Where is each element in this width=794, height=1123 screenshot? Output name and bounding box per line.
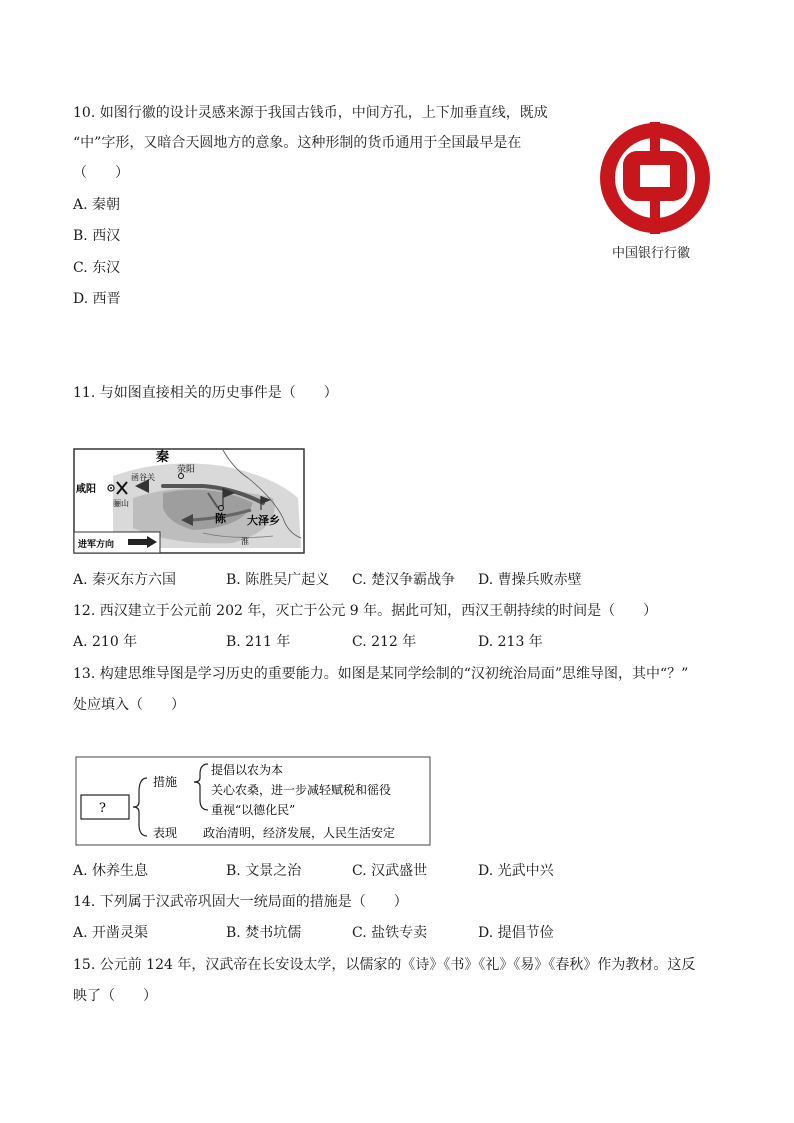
logo-caption: 中国银行行徽	[612, 246, 691, 261]
q14-option-b: B. 焚书坑儒	[226, 925, 302, 941]
q14-option-d: D. 提倡节俭	[478, 925, 554, 941]
q15-stem-line2: 映了（ ）	[73, 988, 157, 1004]
q14-option-a: A. 开凿灵渠	[73, 925, 149, 941]
mind-map-center: ?	[99, 801, 106, 816]
map-label-huai: 淮	[241, 537, 249, 546]
mind-map-branch-measures: 措施	[153, 775, 178, 789]
mind-map-branch-result: 表现	[153, 826, 178, 840]
mind-map-item-1: 提倡以农为本	[211, 763, 284, 777]
q10-option-a: A. 秦朝	[73, 197, 121, 213]
bank-of-china-logo	[590, 122, 720, 234]
q12-stem: 12. 西汉建立于公元前 202 年，灭亡于公元 9 年。据此可知，西汉王朝持续的时间是（ ）	[73, 603, 658, 619]
q15-stem-line1: 15. 公元前 124 年，汉武帝在长安设太学，以儒家的《诗》《书》《礼》《易》《春秋》作为教材。这反	[73, 957, 696, 973]
q13-stem-line1: 13. 构建思维导图是学习历史的重要能力。如图是某同学绘制的“汉初统治局面”思维导图，其中“？”	[73, 666, 689, 682]
q11-option-c: C. 楚汉争霸战争	[352, 572, 456, 588]
mind-map-item-3: 重视“以德化民”	[211, 803, 296, 817]
mind-map-item-2: 关心农桑，进一步减轻赋税和徭役	[211, 783, 392, 797]
q13-stem-line2: 处应填入（ ）	[73, 697, 185, 713]
map-label-lishan: 骊山	[113, 499, 129, 508]
q10-stem-line1: 10. 如图行徽的设计灵感来源于我国古钱币，中间方孔，上下加垂直线，既成	[73, 105, 548, 121]
q11-option-b: B. 陈胜吴广起义	[226, 572, 330, 588]
qin-uprising-map	[73, 448, 305, 554]
q12-option-d: D. 213 年	[478, 634, 543, 650]
mind-map-result: 政治清明，经济发展，人民生活安定	[203, 826, 396, 840]
map-label-xianyang: 咸阳	[76, 484, 96, 495]
q10-option-d: D. 西晋	[73, 291, 121, 307]
q13-option-c: C. 汉武盛世	[352, 863, 428, 879]
q14-option-c: C. 盐铁专卖	[352, 925, 428, 941]
q11-option-d: D. 曹操兵败赤壁	[478, 572, 582, 588]
q11-stem: 11. 与如图直接相关的历史事件是（ ）	[73, 385, 338, 401]
q10-stem-line2: “中”字形，又暗合天圆地方的意象。这种形制的货币通用于全国最早是在	[73, 135, 522, 151]
q13-option-d: D. 光武中兴	[478, 863, 554, 879]
q13-option-b: B. 文景之治	[226, 863, 302, 879]
map-legend-label: 进军方向	[78, 540, 115, 550]
map-label-xingyang: 荥阳	[177, 465, 196, 475]
q12-option-c: C. 212 年	[352, 634, 417, 650]
map-label-qin: 秦	[156, 450, 170, 465]
q10-option-b: B. 西汉	[73, 228, 121, 244]
q10-paren: （ ）	[73, 165, 129, 181]
q14-stem: 14. 下列属于汉武帝巩固大一统局面的措施是（ ）	[73, 894, 408, 910]
q12-option-a: A. 210 年	[73, 634, 138, 650]
q12-option-b: B. 211 年	[226, 634, 291, 650]
q13-option-a: A. 休养生息	[73, 863, 149, 879]
q10-option-c: C. 东汉	[73, 260, 121, 276]
map-label-hangu: 函谷关	[131, 473, 155, 482]
map-label-chen: 陈	[215, 512, 226, 525]
mind-map	[75, 756, 432, 850]
map-label-dazexiang: 大泽乡	[247, 514, 280, 527]
q11-option-a: A. 秦灭东方六国	[73, 572, 177, 588]
